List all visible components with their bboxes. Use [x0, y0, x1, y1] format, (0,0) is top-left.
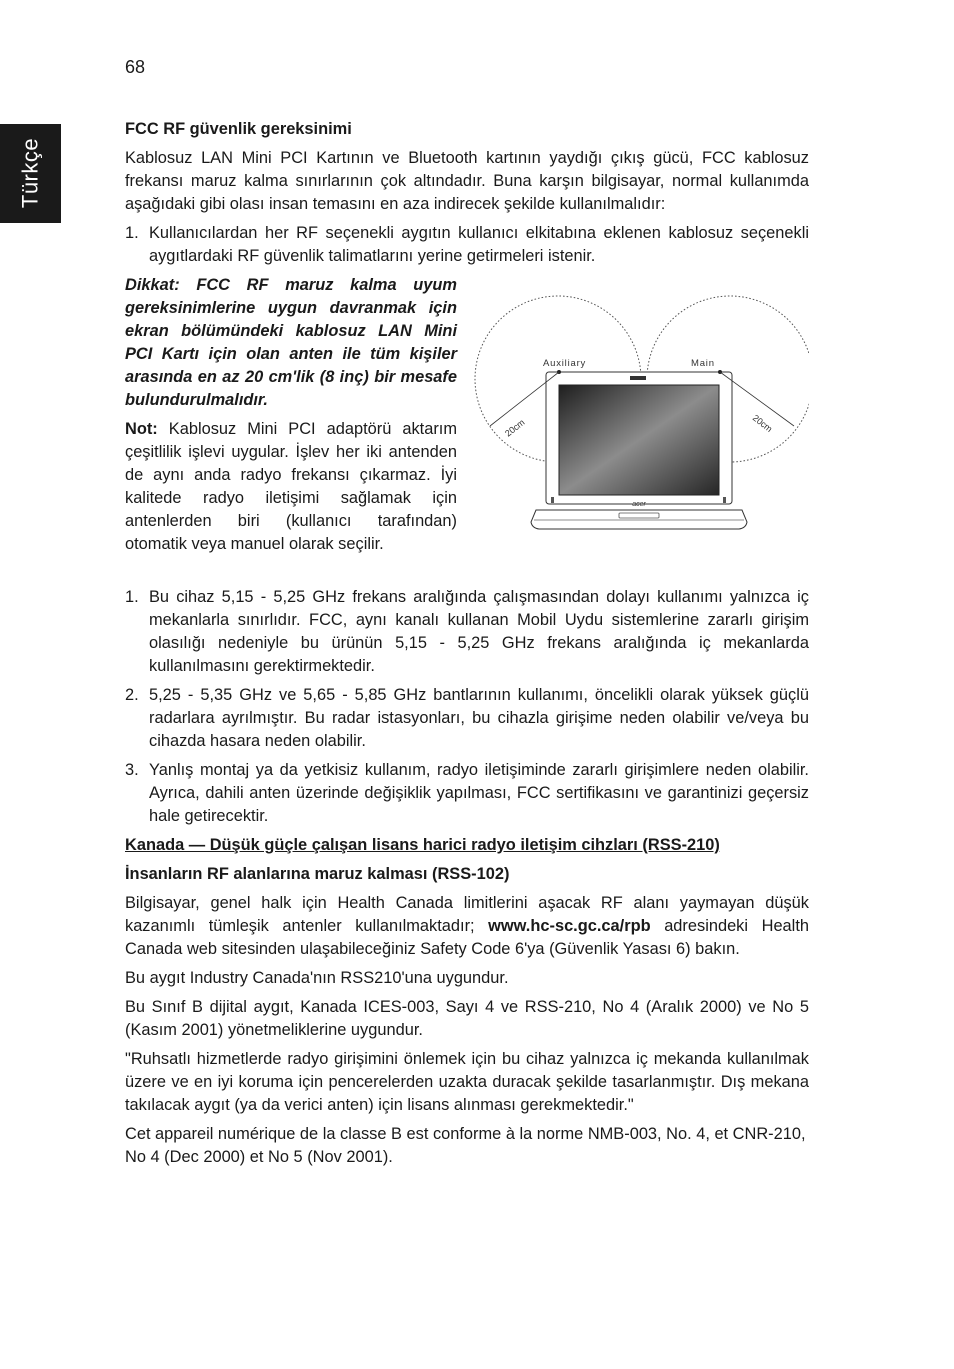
note-text: Kablosuz Mini PCI adaptörü aktarım çeşitlilik işlevi uygular. İşlev her iki antenden de aynı anda radyo frekansı çıkarmaz. İyi kalitede radyo iletişimi sağlamak için antenlerden biri (kullanıcı tarafından) otomatik veya manuel olarak seçilir.: [125, 420, 457, 553]
list-item: [125, 759, 809, 828]
fcc-heading: FCC RF güvenlik gereksinimi: [125, 120, 352, 138]
webcam: [630, 376, 646, 380]
list-item-number: 3.: [125, 761, 139, 779]
list-item-text: Bu cihaz 5,15 - 5,25 GHz frekans aralığında çalışmasından dolayı kullanımı yalnızca iç mekanlarla sınırlıdır. FCC, aynı kanalı kullanan Mobil Uydu sistemlerine zararlı girişim olasılığı nedeniyle bu ürünün 5,15 - 5,25 GHz frekans aralığında iç mekanlarda kullanılmasını gerektirmektedir.: [149, 588, 809, 675]
left-distance-label: 20cm: [503, 417, 527, 439]
canada-paragraph-4: "Ruhsatlı hizmetlerde radyo girişimini önlemek için bu cihaz yalnızca iç mekanda kullanılmak üzere ve en iyi koruma için pencerelerden uzakta duracak şekilde tasarlanmıştır. Dış mekana takılacak aygıt (ya da verici anten) için lisans alınması gerekmektedir.": [125, 1050, 809, 1114]
canada-p1-text-a: Bilgisayar, genel halk için Health Canada limitlerini aşacak RF alanı yaymayan düşük kazanımlı tümleşik antenler kullanılmaktadır;: [125, 894, 809, 935]
caution-section: [125, 274, 809, 580]
list-item-number: 2.: [125, 686, 139, 704]
laptop-screen: [559, 385, 719, 495]
auxiliary-label: Auxiliary: [543, 358, 587, 369]
health-canada-link[interactable]: www.hc-sc.gc.ca/rpb: [488, 917, 651, 935]
canada-paragraph-5: Cet appareil numérique de la classe B est conforme à la norme NMB-003, No. 4, et CNR-210, No 4 (Dec 2000) et No 5 (Nov 2001).: [125, 1125, 806, 1166]
language-side-tab: [0, 124, 61, 223]
side-tab-label: Türkçe: [17, 137, 43, 209]
note-paragraph: [125, 418, 457, 556]
canada-p1-text-b: adresindeki Health Canada web sitesinden ulaşabileceğiniz Safety Code 6'ya (Güvenlik Yasası 6) bakın.: [125, 917, 809, 958]
list-item: [125, 222, 809, 268]
hinge-left: [551, 497, 554, 503]
main-label: Main: [691, 358, 715, 369]
list-item: [125, 586, 809, 678]
canada-heading: Kanada — Düşük güçle çalışan lisans harici radyo iletişim cihzları (RSS-210): [125, 836, 720, 854]
list-item-text: 5,25 - 5,35 GHz ve 5,65 - 5,85 GHz bantlarının kullanımı, öncelikli olarak yüksek güçlü radarlara ayrılmıştır. Bu radar istasyonları, bu cihazla girişime neden olabilir ve/veya bu cihazda hasara neden olabilir.: [149, 686, 809, 750]
fcc-list: [125, 222, 809, 268]
list-item-number: 1.: [125, 588, 139, 606]
canada-paragraph-2: Bu aygıt Industry Canada'nın RSS210'una uygundur.: [125, 969, 509, 987]
canada-paragraph-3: Bu Sınıf B dijital aygıt, Kanada ICES-003, Sayı 4 ve RSS-210, No 4 (Aralık 2000) ve No 5 (Kasım 2001) yönetmeliklerine uygundur.: [125, 998, 809, 1039]
note-label: Not:: [125, 420, 158, 438]
list-item-text: Yanlış montaj ya da yetkisiz kullanım, radyo iletişiminde zararlı girişimlere neden olabilir. Ayrıca, dahili anten üzerinde değişiklik yapılması, FCC sertifikasını ve garantinizi geçersiz hale getirecektir.: [149, 761, 809, 825]
list-item: [125, 684, 809, 753]
frequency-list: [125, 586, 809, 828]
acer-logo: acer: [632, 501, 646, 508]
antenna-distance-figure: [473, 274, 809, 530]
caution-column: [125, 274, 457, 556]
list-item-number: 1.: [125, 224, 139, 242]
hinge-right: [723, 497, 726, 503]
fcc-intro: Kablosuz LAN Mini PCI Kartının ve Bluetooth kartının yaydığı çıkış gücü, FCC kablosuz frekansı maruz kalma sınırlarının çok altındadır. Buna karşın bilgisayar, normal kullanımda aşağıdaki gibi olası insan temasını en aza indirecek şekilde kullanılmalıdır:: [125, 149, 809, 213]
list-item-text: Kullanıcılardan her RF seçenekli aygıtın kullanıcı elkitabına eklenen kablosuz seçenekli aygıtlardaki RF güvenlik talimatlarını yerine getirmeleri istenir.: [149, 224, 809, 265]
canada-paragraph-1: [125, 892, 809, 961]
page-number: 68: [125, 57, 146, 77]
canada-subheading: İnsanların RF alanlarına maruz kalması (RSS-102): [125, 865, 510, 883]
caution-text: Dikkat: FCC RF maruz kalma uyum gereksinimlerine uygun davranmak için ekran bölümündeki kablosuz LAN Mini PCI Kartı için olan anten ile tüm kişiler arasında en az 20 cm'lik (8 inç) bir mesafe bulundurulmalıdır.: [125, 276, 457, 409]
right-distance-label: 20cm: [750, 412, 775, 435]
page-content: [125, 118, 809, 1169]
